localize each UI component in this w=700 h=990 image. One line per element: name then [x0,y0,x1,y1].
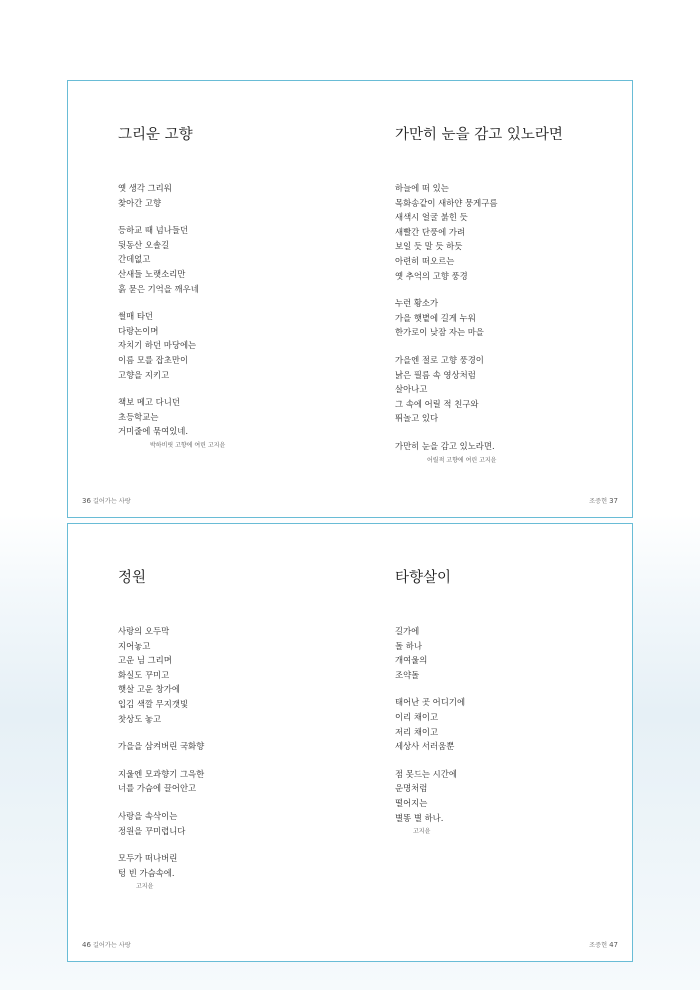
poem-line: 모두가 떠나버린 [118,853,178,864]
poem-line: 사랑을 속삭이는 [118,810,178,821]
poem-title: 가만히 눈을 감고 있노라면 [395,127,563,143]
page-number: 36 [82,497,91,505]
poem-line: 누런 황소가 [395,298,439,309]
page-footer-right [589,496,618,505]
poem-line: 지울엔 모과향기 그윽한 [118,768,205,779]
page-footer-left [82,940,131,949]
stanza [118,739,348,754]
stanza [395,296,625,340]
page-number: 37 [609,497,618,505]
poem-line: 조약돌 [395,669,420,680]
poem-line: 가만히 눈을 감고 있노라면. [395,440,495,451]
poem-line: 자치기 하던 마당에는 [118,340,197,351]
stanza [395,353,625,426]
poem-title: 타향살이 [395,570,452,586]
book-title: 길어가는 사랑 [92,942,131,949]
stanza [118,181,348,210]
poem-body [395,181,625,464]
poem-line: 등하교 때 넘나들던 [118,225,189,236]
poem-line: 새빨간 단풍에 가려 [395,226,466,237]
poem-line: 저리 채이고 [395,726,439,737]
poem-line: 고운 님 그리며 [118,655,172,666]
poem-title: 그리운 고향 [118,127,193,143]
poem-body [118,181,348,449]
stanza [118,309,348,382]
poem-line: 지어놓고 [118,640,151,651]
poem-line: 아련히 떠오르는 [395,255,455,266]
poem-line: 산새들 노랫소리만 [118,268,186,279]
stanza [395,695,625,753]
poem-line: 거미줄에 묶여있네. [118,426,189,437]
poem-line: 간데없고 [118,254,151,265]
stanza [395,624,625,682]
poem-line: 새색시 얼굴 붉힌 듯 [395,212,468,223]
book-title: 길어가는 사랑 [92,498,131,505]
page-footer-right [589,940,618,949]
poem-line: 입김 색깔 무지갯빛 [118,698,189,709]
poem-line: 사랑의 오두막 [118,626,170,636]
poem-line: 떨어지는 [395,797,428,808]
poem-line: 가을엔 절로 고향 풍경이 [395,354,484,365]
poem-line: 그 속에 어릴 적 친구와 [395,398,479,409]
poem-line: 개여울의 [395,655,428,666]
author-signature: 고지윤 [413,828,431,836]
poem-line: 옛 생각 그리워 [118,183,172,193]
poem-line: 이름 모를 잡초만이 [118,354,189,365]
stanza [118,851,348,890]
author-signature: 박하비릿 고향에 여린 고지윤 [150,441,226,449]
page-footer-left [82,496,131,505]
poem-line: 이리 채이고 [395,711,439,722]
poem-line: 보일 듯 말 듯 하듯 [395,241,463,252]
poem-line: 뛰놀고 있다 [395,413,439,424]
page-number: 46 [82,941,91,949]
author-name: 조증헌 [589,498,608,505]
poem-line: 정원을 꾸미렵니다 [118,825,186,836]
poem-line: 다랑논이며 [118,325,159,336]
stanza [395,439,625,464]
stanza [118,809,348,838]
poem-line: 돌 하나 [395,640,422,651]
author-signature: 어릴적 고향에 여린 고지윤 [427,456,497,464]
poem-line: 찾아간 고향 [118,197,162,208]
poem-line: 한가로이 낮잠 자는 마을 [395,327,484,338]
poem-line: 운명처럼 [395,783,428,794]
poem-line: 너를 가슴에 끌어안고 [118,783,197,794]
poem-line: 텅 빈 가슴속에. [118,867,175,878]
poem-line: 썰매 타던 [118,311,154,322]
page-number: 47 [609,941,618,949]
poem-line: 찻상도 놓고 [118,713,162,724]
page-spread-2 [67,523,633,962]
poem-line: 목화송같이 새하얀 뭉게구름 [395,197,498,208]
poem-line: 살아나고 [395,384,428,395]
poem-line: 화실도 꾸미고 [118,669,170,680]
author-name: 조증헌 [589,942,608,949]
stanza [395,767,625,835]
page-spread-1 [67,80,633,518]
poem-title: 정원 [118,570,147,586]
poem-line: 옛 추억의 고향 풍경 [395,270,468,281]
stanza [118,624,348,726]
stanza [118,223,348,296]
stanza [118,395,348,449]
poem-line: 하늘에 떠 있는 [395,183,449,193]
stanza [395,181,625,283]
poem-line: 점 못드는 시간에 [395,768,457,779]
author-signature: 고지윤 [136,883,154,891]
poem-line: 초등학교는 [118,411,159,422]
poem-line: 햇살 고운 창가에 [118,684,180,695]
poem-line: 길가에 [395,626,420,636]
poem-line: 고향을 지키고 [118,369,170,380]
poem-body [118,624,348,890]
poem-line: 별똥 별 하나. [395,812,444,823]
poem-body [395,624,625,835]
poem-line: 세상사 서러움뿐 [395,741,455,752]
poem-line: 책보 메고 다니던 [118,397,180,408]
poem-line: 태어난 곳 어디기에 [395,697,466,708]
poem-line: 흙 묻은 기억을 깨우네 [118,283,199,294]
poem-line: 가을 햇볕에 길게 누워 [395,312,476,323]
stanza [118,767,348,796]
poem-line: 뒷동산 오솔길 [118,239,170,250]
poem-line: 가을을 삼켜버린 국화향 [118,741,205,752]
poem-line: 낡은 필름 속 영상처럼 [395,369,476,380]
